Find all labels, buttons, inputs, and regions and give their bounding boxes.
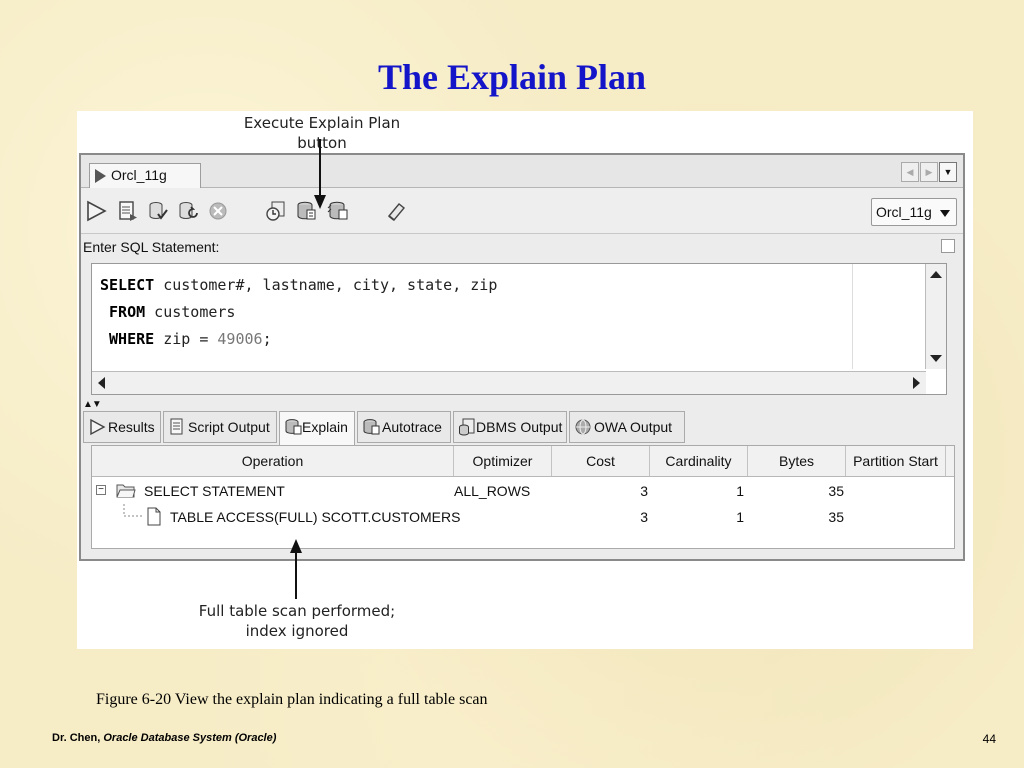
tab-script-output[interactable]	[163, 411, 277, 443]
scroll-up-icon[interactable]	[930, 271, 942, 278]
sql-code[interactable]	[100, 272, 497, 353]
slide-title: The Explain Plan	[377, 57, 647, 97]
tab-autotrace[interactable]	[357, 411, 451, 443]
tab-navigation	[901, 162, 957, 182]
scroll-left-icon[interactable]	[98, 377, 105, 389]
sql-editor[interactable]	[91, 263, 947, 395]
document-tab-bar	[81, 155, 963, 188]
dbms-output-icon	[458, 418, 476, 436]
clear-icon[interactable]	[385, 200, 407, 222]
tab-autotrace-label: Autotrace	[382, 419, 442, 435]
commit-icon[interactable]	[147, 200, 169, 222]
maximize-editor-button[interactable]	[941, 239, 955, 253]
output-tab-bar	[83, 411, 963, 445]
connection-select-value: Orcl_11g	[876, 204, 932, 220]
column-header-operation[interactable]: Operation	[92, 446, 454, 476]
tab-dbms-output[interactable]	[453, 411, 567, 443]
splitter-arrows-icon[interactable]: ▲▼	[83, 399, 101, 410]
folder-open-icon	[116, 481, 136, 499]
page-number: 44	[982, 732, 996, 746]
document-icon	[146, 507, 162, 526]
tree-connector-icon	[122, 504, 144, 522]
sql-line-2: FROM customers	[109, 303, 236, 321]
column-header-bytes[interactable]: Bytes	[748, 446, 846, 476]
editor-vertical-scrollbar[interactable]	[925, 264, 946, 369]
tab-prev-button[interactable]: ◀	[901, 162, 919, 182]
cancel-icon[interactable]	[207, 200, 229, 222]
plan-bytes: 35	[828, 509, 844, 525]
scroll-down-icon[interactable]	[930, 355, 942, 362]
column-header-cost[interactable]: Cost	[552, 446, 650, 476]
plan-cardinality: 1	[736, 509, 744, 525]
plan-optimizer: ALL_ROWS	[454, 483, 531, 499]
tab-explain[interactable]	[279, 411, 355, 445]
explain-plan-header	[92, 446, 954, 477]
autotrace-tab-icon	[362, 418, 380, 436]
script-output-icon	[168, 418, 186, 436]
callout-explain-button: Execute Explain Plan button	[243, 114, 401, 152]
figure-caption: Figure 6-20 View the explain plan indicating a full table scan	[96, 691, 488, 708]
tab-dbms-output-label: DBMS Output	[476, 419, 563, 435]
explain-tab-icon	[284, 418, 302, 436]
plan-operation: TABLE ACCESS(FULL) SCOTT.CUSTOMERS	[170, 509, 461, 525]
callout-full-scan-line1: Full table scan performed;	[198, 602, 396, 620]
worksheet-tab-label: Orcl_11g	[111, 167, 167, 183]
collapse-icon[interactable]: −	[96, 485, 106, 495]
worksheet-toolbar	[81, 188, 963, 234]
autotrace-icon[interactable]	[327, 200, 349, 222]
callout-full-scan-line2: index ignored	[245, 622, 349, 640]
footer-credit	[52, 732, 276, 744]
plan-cardinality: 1	[736, 483, 744, 499]
right-margin-line	[852, 264, 853, 369]
run-statement-icon[interactable]	[85, 200, 107, 222]
sql-history-icon[interactable]	[265, 200, 287, 222]
tab-results[interactable]	[83, 411, 161, 443]
screenshot-figure	[77, 111, 973, 649]
tab-owa-output-label: OWA Output	[594, 419, 673, 435]
column-header-partition-start[interactable]: Partition Start	[846, 446, 946, 476]
tab-script-output-label: Script Output	[188, 419, 270, 435]
callout-full-scan	[187, 601, 407, 641]
footer-author: Dr. Chen,	[52, 732, 101, 744]
plan-cost: 3	[640, 483, 648, 499]
sql-worksheet-window	[79, 153, 965, 561]
globe-icon	[574, 418, 592, 436]
scroll-right-icon[interactable]	[913, 377, 920, 389]
footer-course: Oracle Database System (Oracle)	[103, 732, 277, 744]
tab-owa-output[interactable]	[569, 411, 685, 443]
explain-plan-grid	[91, 445, 955, 549]
sql-line-3: WHERE zip = 49006;	[109, 330, 272, 348]
sql-statement-label: Enter SQL Statement:	[83, 239, 220, 255]
column-header-cardinality[interactable]: Cardinality	[650, 446, 748, 476]
connection-select[interactable]	[871, 198, 957, 226]
tab-list-button[interactable]: ▼	[939, 162, 957, 182]
plan-cost: 3	[640, 509, 648, 525]
plan-bytes: 35	[828, 483, 844, 499]
sql-line-1: SELECT customer#, lastname, city, state, zip	[100, 276, 498, 294]
tab-next-button[interactable]: ▶	[920, 162, 938, 182]
worksheet-tab-icon	[95, 169, 106, 183]
plan-operation: SELECT STATEMENT	[144, 483, 285, 499]
chevron-down-icon	[940, 210, 950, 217]
table-row[interactable]	[92, 478, 954, 504]
run-triangle-icon	[88, 418, 106, 436]
explain-plan-icon[interactable]	[295, 200, 317, 222]
tab-results-label: Results	[108, 419, 155, 435]
table-row[interactable]	[92, 504, 954, 530]
column-header-optimizer[interactable]: Optimizer	[454, 446, 552, 476]
editor-horizontal-scrollbar[interactable]	[92, 371, 926, 394]
tab-explain-label: Explain	[302, 419, 348, 435]
rollback-icon[interactable]	[177, 200, 199, 222]
worksheet-tab[interactable]	[89, 163, 201, 188]
run-script-icon[interactable]	[117, 200, 139, 222]
